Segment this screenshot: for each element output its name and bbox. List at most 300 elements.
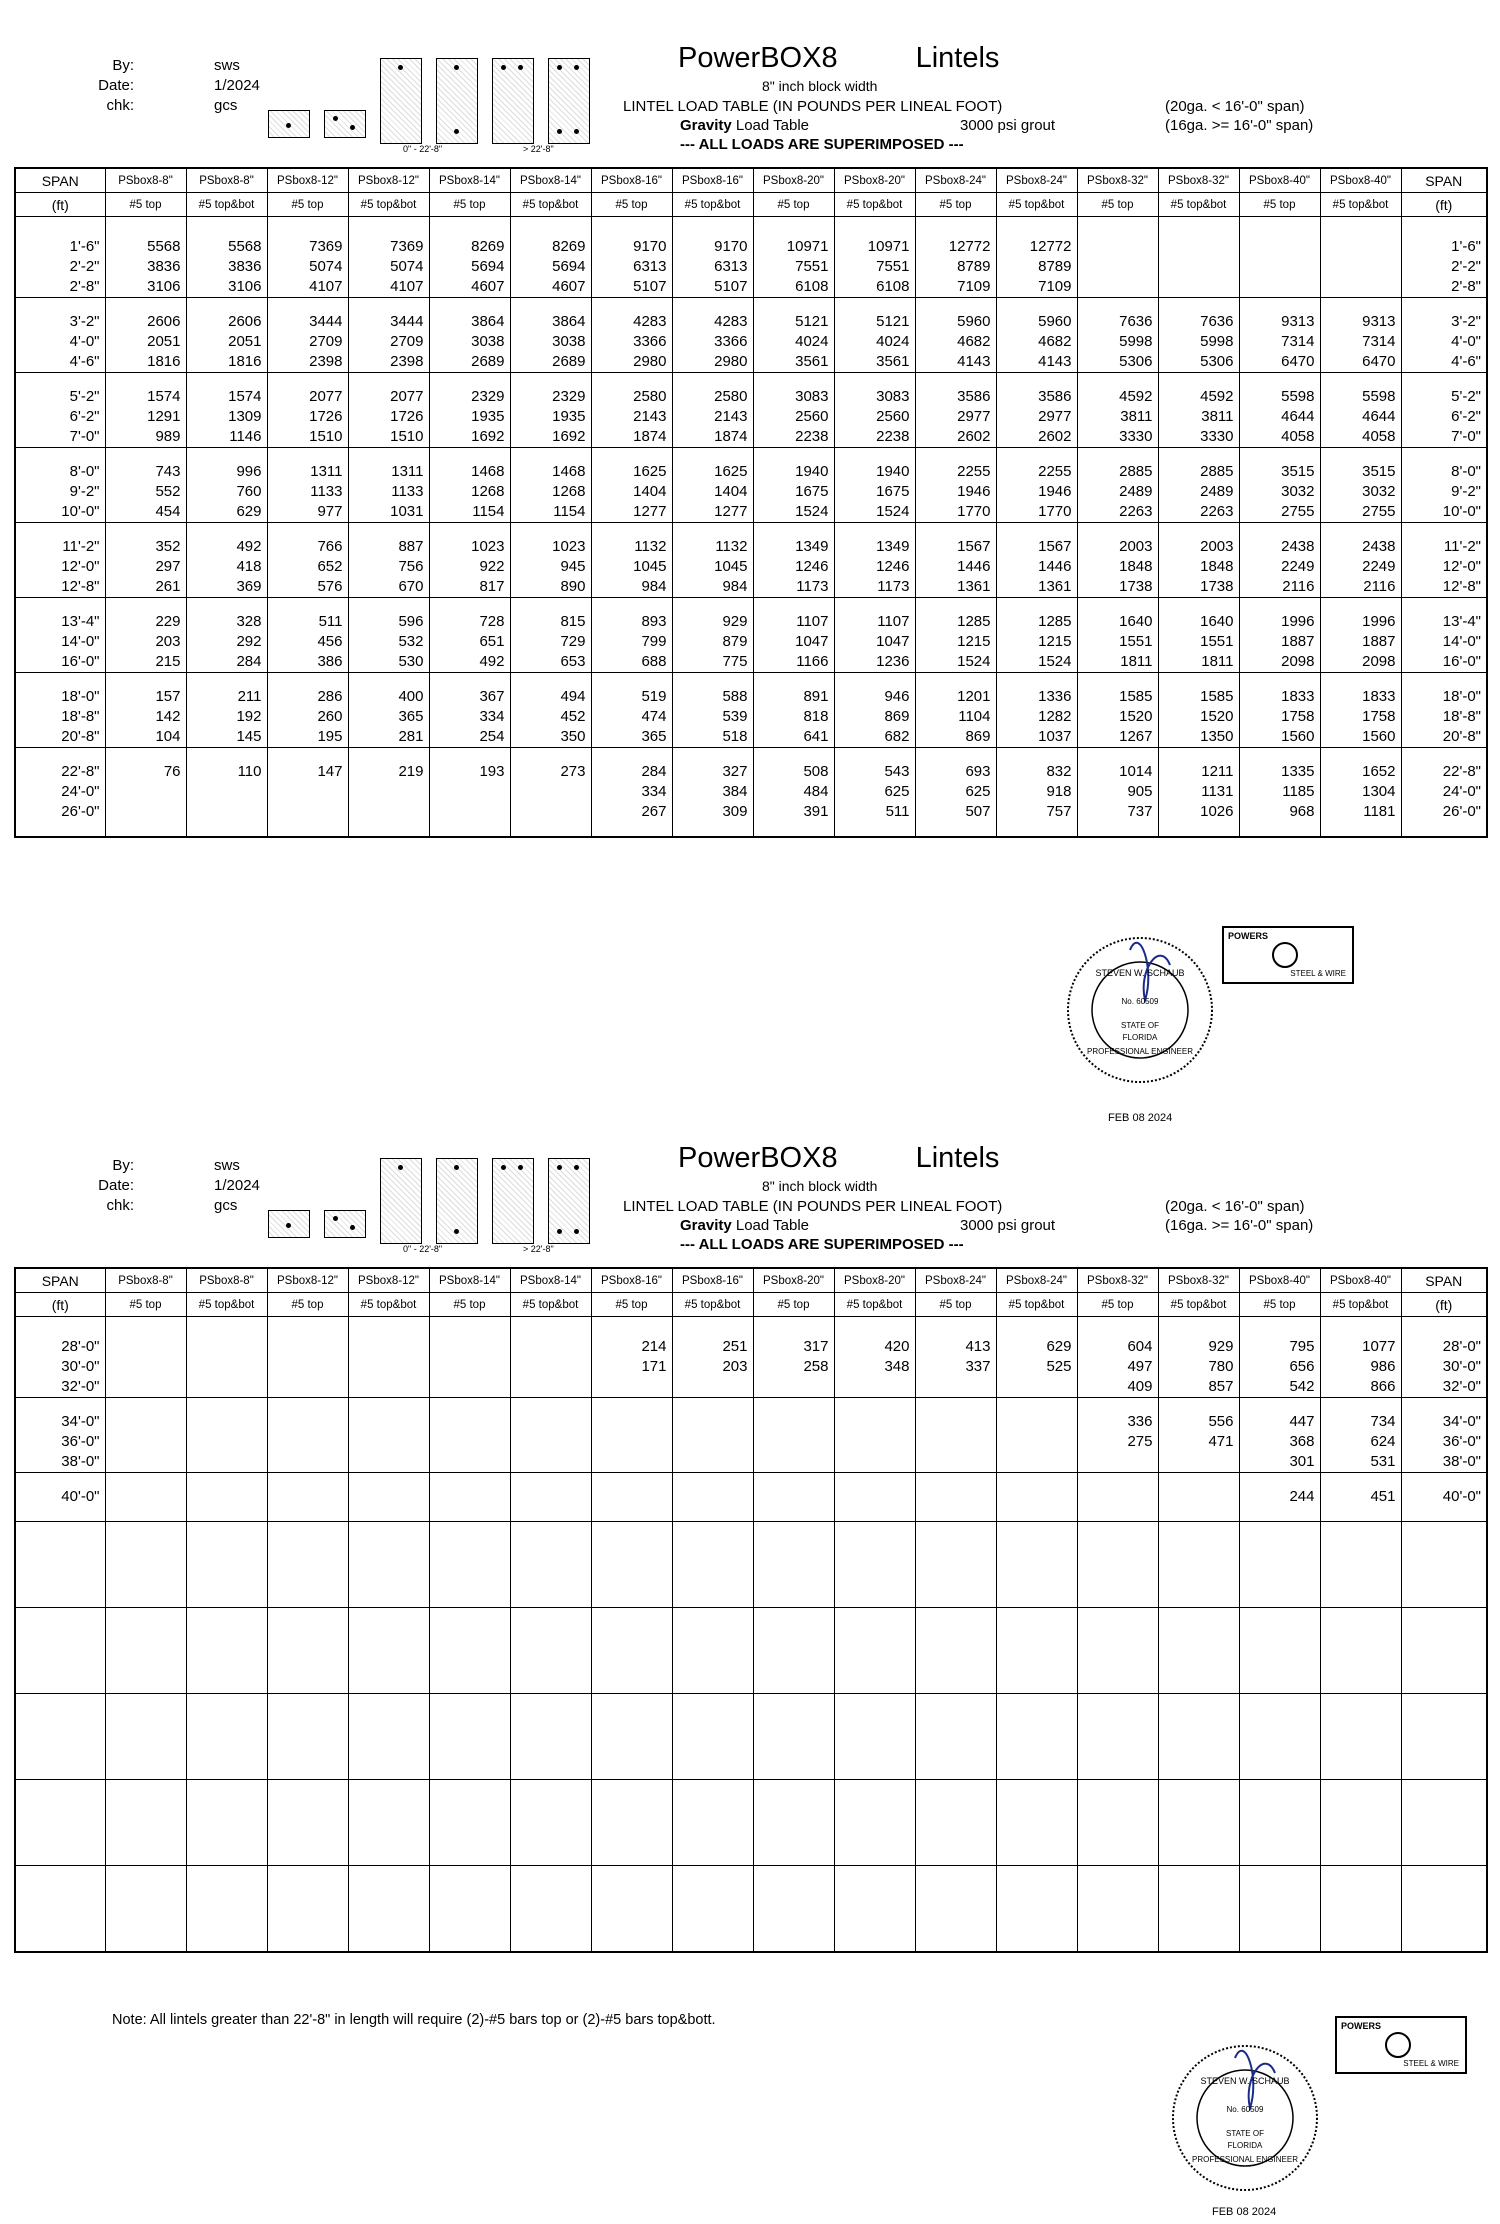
load-cell: 7636 [1158,312,1239,332]
load-cell: 1758 [1320,707,1401,727]
load-cell: 367 [429,687,510,707]
span-cell: 12'-0" [15,557,105,577]
load-cell [105,1432,186,1452]
load-cell: 1361 [915,577,996,598]
seal-state: STATE OF [1121,1021,1159,1030]
load-cell: 2560 [753,407,834,427]
load-cell: 2003 [1077,537,1158,557]
span-cell: 2'-2" [15,257,105,277]
load-cell: 4058 [1320,427,1401,448]
load-cell: 2709 [267,332,348,352]
load-cell [105,1377,186,1398]
date-label: Date: [98,77,134,94]
load-cell: 3366 [672,332,753,352]
load-cell: 693 [915,762,996,782]
load-cell: 2249 [1239,557,1320,577]
span-cell: 13'-4" [15,612,105,632]
load-cell: 3561 [753,352,834,373]
column-reinforcement: #5 top [429,1293,510,1317]
load-cell: 1246 [834,557,915,577]
load-cell [1158,277,1239,298]
span-header: SPAN [15,168,105,193]
load-cell: 5107 [672,277,753,298]
table-row [15,1377,1487,1398]
load-cell: 110 [186,762,267,782]
load-cell [267,1487,348,1507]
column-reinforcement: #5 top [1239,1293,1320,1317]
load-cell: 1047 [753,632,834,652]
table-row [15,537,1487,557]
load-cell [591,1377,672,1398]
load-cell: 281 [348,727,429,748]
load-cell: 1361 [996,577,1077,598]
table-row [15,312,1487,332]
load-cell: 350 [510,727,591,748]
load-cell: 1146 [186,427,267,448]
load-cell: 12772 [915,237,996,257]
load-cell: 5998 [1077,332,1158,352]
load-cell: 652 [267,557,348,577]
span-cell: 30'-0" [15,1357,105,1377]
load-cell: 1468 [429,462,510,482]
load-cell: 1874 [672,427,753,448]
span-cell-right: 2'-2" [1401,257,1487,277]
load-cell: 1560 [1320,727,1401,748]
span-cell-right: 38'-0" [1401,1452,1487,1473]
load-cell: 918 [996,782,1077,802]
gauge-note-2-b: (16ga. >= 16'-0" span) [1165,1217,1314,1234]
load-cell: 760 [186,482,267,502]
column-header: PSbox8-32" [1077,168,1158,193]
lintel-section-diagrams [268,50,604,154]
date-value-2: 1/2024 [214,1177,260,1194]
load-cell [105,1337,186,1357]
span-cell: 1'-6" [15,237,105,257]
load-cell: 4143 [996,352,1077,373]
load-cell [429,1412,510,1432]
load-cell: 552 [105,482,186,502]
column-header: PSbox8-8" [105,168,186,193]
gravity-label-2 [680,1217,809,1234]
load-cell: 5598 [1320,387,1401,407]
load-cell: 484 [753,782,834,802]
load-cell: 1133 [348,482,429,502]
empty-row [15,1694,1487,1780]
table-row [15,707,1487,727]
load-cell: 530 [348,652,429,673]
title-right-2: Lintels [915,1142,1000,1174]
load-cell: 729 [510,632,591,652]
load-cell: 780 [1158,1357,1239,1377]
load-cell: 2238 [834,427,915,448]
load-cell: 254 [429,727,510,748]
load-cell [1320,257,1401,277]
load-cell: 6108 [834,277,915,298]
sheet-2 [0,1140,1500,2224]
load-cell: 3515 [1320,462,1401,482]
span-cell-right: 13'-4" [1401,612,1487,632]
load-cell [186,1337,267,1357]
load-cell: 795 [1239,1337,1320,1357]
column-header: PSbox8-20" [834,1268,915,1293]
load-cell: 229 [105,612,186,632]
load-cell: 1166 [753,652,834,673]
load-cell: 5568 [186,237,267,257]
load-cell [834,1452,915,1473]
pe-seal-2 [1165,2038,1325,2198]
seal-florida: FLORIDA [1122,1033,1158,1042]
load-cell: 1045 [591,557,672,577]
load-cell [753,1487,834,1507]
load-cell: 1173 [753,577,834,598]
load-cell: 2977 [996,407,1077,427]
table-row [15,1452,1487,1473]
table-title: LINTEL LOAD TABLE (IN POUNDS PER LINEAL FOOT) [623,98,1003,115]
title-text: PowerBOX8 [678,42,838,74]
load-cell: 9313 [1320,312,1401,332]
chk-value: gcs [214,97,238,114]
block-width-2: 8" inch block width [762,1178,878,1194]
load-cell: 1173 [834,577,915,598]
load-cell: 334 [591,782,672,802]
load-cell: 656 [1239,1357,1320,1377]
load-cell: 2077 [267,387,348,407]
load-cell [510,1337,591,1357]
load-cell: 1349 [753,537,834,557]
load-cell: 604 [1077,1337,1158,1357]
title-text-2: PowerBOX8 [678,1142,838,1174]
load-cell: 1848 [1158,557,1239,577]
load-cell: 511 [267,612,348,632]
load-cell: 1510 [348,427,429,448]
load-cell: 386 [267,652,348,673]
load-cell [105,1357,186,1377]
load-cell: 968 [1239,802,1320,822]
header-meta [60,56,260,116]
load-cell [105,1412,186,1432]
load-cell [996,1487,1077,1507]
span-cell-right: 10'-0" [1401,502,1487,523]
load-cell [834,1377,915,1398]
load-cell: 1107 [834,612,915,632]
load-cell: 267 [591,802,672,822]
diagram-range-1-b: 0" - 22'-8" [403,1244,443,1254]
load-cell: 3836 [105,257,186,277]
load-cell: 1738 [1158,577,1239,598]
load-cell [348,1432,429,1452]
load-cell: 1567 [996,537,1077,557]
seal-state-2: STATE OF [1226,2129,1264,2138]
load-cell [672,1377,753,1398]
load-cell [1077,237,1158,257]
load-cell: 542 [1239,1377,1320,1398]
span-cell: 20'-8" [15,727,105,748]
by-label: By: [112,57,134,74]
load-cell: 474 [591,707,672,727]
page-title [678,42,999,75]
span-cell: 38'-0" [15,1452,105,1473]
span-unit-header: (ft) [15,193,105,217]
load-cell: 651 [429,632,510,652]
load-cell [1239,257,1320,277]
load-cell: 292 [186,632,267,652]
table-row [15,577,1487,598]
load-cell: 9313 [1239,312,1320,332]
load-cell: 4283 [672,312,753,332]
load-cell: 1031 [348,502,429,523]
load-cell: 5121 [753,312,834,332]
load-cell: 946 [834,687,915,707]
load-cell [267,1337,348,1357]
load-cell [591,1412,672,1432]
load-cell: 2116 [1239,577,1320,598]
load-cell: 922 [429,557,510,577]
load-cell: 757 [996,802,1077,822]
load-cell: 2977 [915,407,996,427]
span-cell-right: 30'-0" [1401,1357,1487,1377]
load-cell: 1349 [834,537,915,557]
load-cell: 1833 [1320,687,1401,707]
column-reinforcement: #5 top&bot [1158,193,1239,217]
column-reinforcement: #5 top&bot [996,193,1077,217]
load-cell: 352 [105,537,186,557]
gravity-bold-2: Gravity [680,1217,732,1234]
span-cell-right: 40'-0" [1401,1487,1487,1507]
chk-label: chk: [106,97,134,114]
load-cell: 10971 [834,237,915,257]
span-cell-right: 20'-8" [1401,727,1487,748]
load-cell: 1104 [915,707,996,727]
load-cell: 1625 [672,462,753,482]
load-cell [1077,1487,1158,1507]
load-cell: 891 [753,687,834,707]
span-cell-right: 3'-2" [1401,312,1487,332]
load-cell [591,1487,672,1507]
load-cell: 211 [186,687,267,707]
empty-row [15,1522,1487,1608]
load-cell: 989 [105,427,186,448]
load-cell: 145 [186,727,267,748]
column-header: PSbox8-40" [1239,168,1320,193]
load-cell: 3811 [1158,407,1239,427]
load-cell: 5074 [267,257,348,277]
span-cell-right: 1'-6" [1401,237,1487,257]
span-cell-right: 18'-0" [1401,687,1487,707]
powers-logo [1222,926,1354,984]
load-cell [429,802,510,822]
column-reinforcement: #5 top [1077,1293,1158,1317]
load-cell: 670 [348,577,429,598]
load-cell: 890 [510,577,591,598]
load-cell [1320,277,1401,298]
load-cell: 1268 [510,482,591,502]
load-cell: 511 [834,802,915,822]
span-cell-right: 28'-0" [1401,1337,1487,1357]
load-cell: 2689 [510,352,591,373]
load-cell: 420 [834,1337,915,1357]
load-cell: 7636 [1077,312,1158,332]
load-cell: 5568 [105,237,186,257]
load-cell: 929 [672,612,753,632]
load-cell: 1738 [1077,577,1158,598]
load-cell [186,1377,267,1398]
load-cell: 104 [105,727,186,748]
header-meta-2 [60,1156,260,1216]
load-cell: 5074 [348,257,429,277]
load-cell [915,1432,996,1452]
load-cell: 8269 [510,237,591,257]
column-reinforcement: #5 top&bot [186,193,267,217]
load-cell: 734 [1320,1412,1401,1432]
date-label-2: Date: [98,1177,134,1194]
load-cell: 1551 [1158,632,1239,652]
load-cell [510,1357,591,1377]
column-header: PSbox8-24" [996,168,1077,193]
load-cell: 4058 [1239,427,1320,448]
lintel-diagram-tall-1 [380,58,422,144]
span-unit-header: (ft) [15,1293,105,1317]
load-cell [105,1487,186,1507]
load-cell: 1236 [834,652,915,673]
load-cell: 799 [591,632,672,652]
load-cell [348,802,429,822]
load-cell [1320,237,1401,257]
load-cell [915,1412,996,1432]
load-cell: 171 [591,1357,672,1377]
diagram-range-1: 0" - 22'-8" [403,144,443,154]
load-cell: 869 [915,727,996,748]
load-cell: 1770 [996,502,1077,523]
column-header: PSbox8-8" [186,168,267,193]
table-row [15,612,1487,632]
load-cell: 7314 [1320,332,1401,352]
load-cell: 1640 [1077,612,1158,632]
block-width: 8" inch block width [762,78,878,94]
load-cell: 3106 [186,277,267,298]
load-cell: 2263 [1077,502,1158,523]
load-cell [429,1432,510,1452]
span-cell: 36'-0" [15,1432,105,1452]
span-cell: 2'-8" [15,277,105,298]
load-cell: 629 [186,502,267,523]
load-cell: 4644 [1320,407,1401,427]
load-cell: 142 [105,707,186,727]
load-cell [1158,257,1239,277]
span-cell: 5'-2" [15,387,105,407]
load-cell [267,802,348,822]
load-cell [1077,257,1158,277]
load-cell: 4682 [996,332,1077,352]
load-cell: 258 [753,1357,834,1377]
column-header: PSbox8-16" [591,168,672,193]
load-cell: 1585 [1077,687,1158,707]
load-cell [105,802,186,822]
load-cell: 1045 [672,557,753,577]
load-cell: 5306 [1077,352,1158,373]
column-reinforcement: #5 top&bot [348,1293,429,1317]
gravity-bold: Gravity [680,117,732,134]
load-cell: 1277 [672,502,753,523]
load-cell [834,1432,915,1452]
column-header: PSbox8-40" [1239,1268,1320,1293]
load-cell: 251 [672,1337,753,1357]
superimposed-note: --- ALL LOADS ARE SUPERIMPOSED --- [680,136,964,153]
span-cell-right: 4'-0" [1401,332,1487,352]
load-cell: 284 [186,652,267,673]
column-reinforcement: #5 top [591,1293,672,1317]
lintel-diagram-tall-4-b [548,1158,590,1244]
load-cell: 3444 [348,312,429,332]
load-cell: 1023 [429,537,510,557]
load-cell [1158,1452,1239,1473]
span-cell: 34'-0" [15,1412,105,1432]
load-cell: 1335 [1239,762,1320,782]
load-cell: 1510 [267,427,348,448]
load-cell: 3864 [510,312,591,332]
load-cell: 2051 [105,332,186,352]
load-cell: 629 [996,1337,1077,1357]
load-cell: 454 [105,502,186,523]
load-cell: 452 [510,707,591,727]
load-cell: 2606 [105,312,186,332]
load-cell: 905 [1077,782,1158,802]
load-cell: 368 [1239,1432,1320,1452]
load-cell: 5107 [591,277,672,298]
load-cell: 447 [1239,1412,1320,1432]
load-cell: 5306 [1158,352,1239,373]
load-cell [753,1432,834,1452]
load-cell [591,1432,672,1452]
by-value: sws [214,57,240,74]
column-reinforcement: #5 top [1239,193,1320,217]
column-reinforcement: #5 top [267,1293,348,1317]
column-header: PSbox8-24" [915,168,996,193]
load-cell: 1935 [429,407,510,427]
load-cell: 3106 [105,277,186,298]
powers-logo-2 [1335,2016,1467,2074]
load-cell [915,1452,996,1473]
load-cell: 4143 [915,352,996,373]
load-cell: 743 [105,462,186,482]
load-cell [753,1452,834,1473]
span-cell-right: 12'-8" [1401,577,1487,598]
load-cell: 1404 [672,482,753,502]
load-cell: 2580 [591,387,672,407]
load-cell: 2980 [672,352,753,373]
lintel-load-table-2 [14,1267,1488,1953]
load-cell: 3586 [915,387,996,407]
load-cell: 7369 [348,237,429,257]
span-cell: 18'-0" [15,687,105,707]
column-reinforcement: #5 top [105,1293,186,1317]
load-cell [429,1377,510,1398]
load-cell: 369 [186,577,267,598]
load-cell [1158,1487,1239,1507]
load-cell: 76 [105,762,186,782]
by-value-2: sws [214,1157,240,1174]
load-cell: 682 [834,727,915,748]
load-cell: 2580 [672,387,753,407]
lintel-diagram-8-topbot-b [324,1210,366,1238]
load-cell: 203 [105,632,186,652]
table-row [15,1432,1487,1452]
gauge-note-2: (16ga. >= 16'-0" span) [1165,117,1314,134]
table-row [15,802,1487,822]
load-cell: 1154 [429,502,510,523]
load-cell: 6313 [591,257,672,277]
load-cell: 1311 [348,462,429,482]
load-cell: 5598 [1239,387,1320,407]
